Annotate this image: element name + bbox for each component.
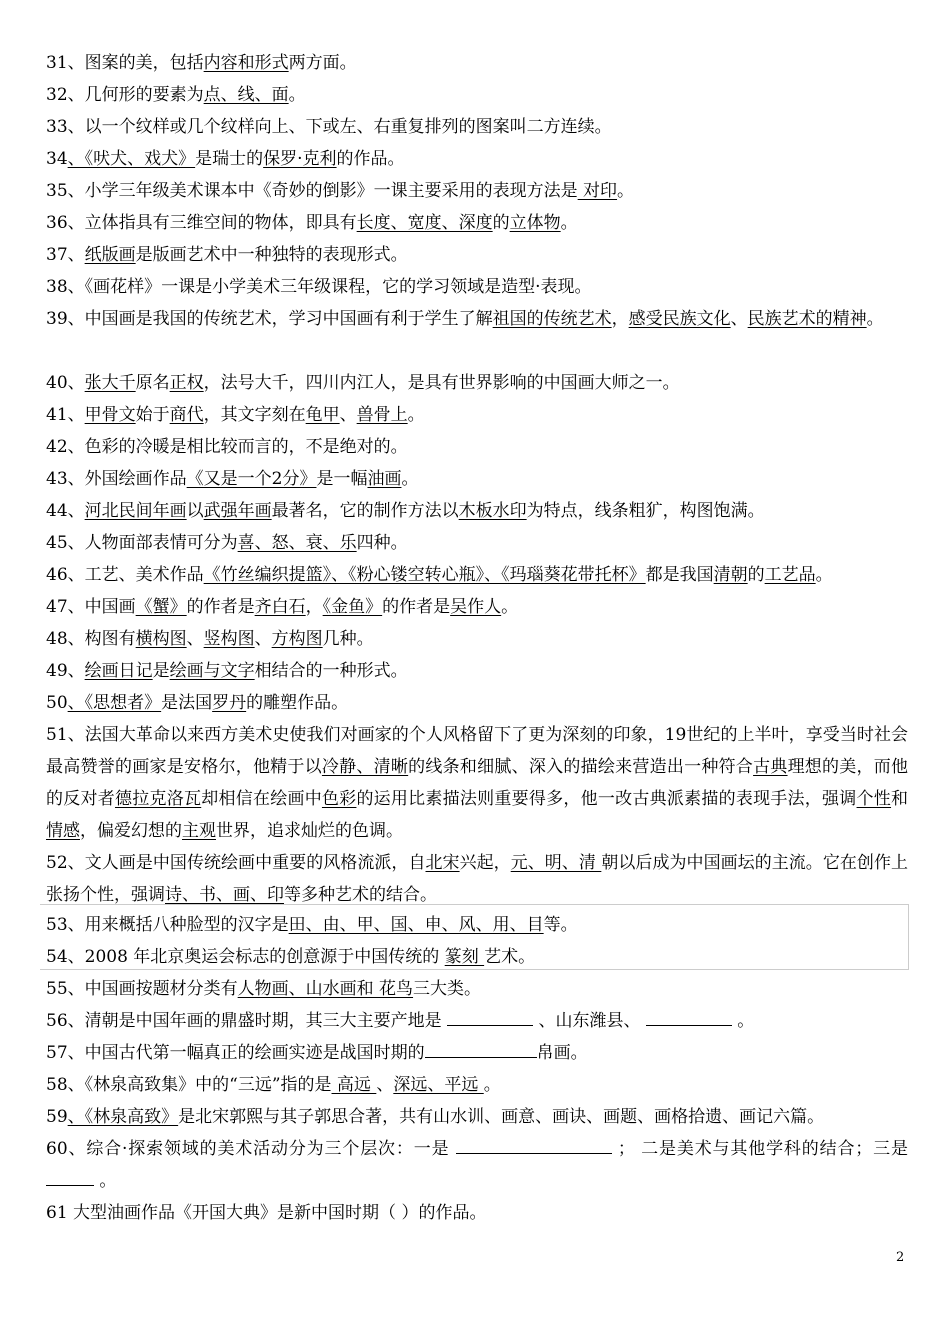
answer-text: 武强年画 — [203, 501, 272, 521]
question-60: 60、综合·探索领域的美术活动分为三个层次：一是 ； 二是美术与其他学科的结合；三是 。 — [46, 1133, 908, 1197]
question-46: 46、工艺、美术作品《竹丝编织提篮》、《粉心镂空转心瓶》、《玛瑙葵花带托杯》都是我国清朝的工艺品。 — [46, 565, 833, 585]
answer-text: 商代 — [169, 405, 204, 425]
question-38: 38、《画花样》一课是小学美术三年级课程，它的学习领域是造型·表现。 — [46, 277, 592, 297]
answer-text: 《金鱼》 — [322, 597, 383, 617]
question-42: 42、色彩的冷暖是相比较而言的，不是绝对的。 — [46, 437, 408, 457]
answer-text: 内容和形式 — [203, 53, 289, 73]
question-36: 36、立体指具有三维空间的物体，即具有长度、宽度、深度的立体物。 — [46, 213, 578, 233]
question-41: 41、甲骨文始于商代，其文字刻在龟甲、兽骨上。 — [46, 405, 425, 425]
question-45: 45、人物面部表情可分为喜、怒、衰、乐四种。 — [46, 533, 408, 553]
fill-in-blank — [646, 1007, 732, 1026]
answer-text: 龟甲 — [305, 405, 340, 425]
question-51: 51、法国大革命以来西方美术史使我们对画家的个人风格留下了更为深刻的印象，19世纪的上半叶，享受当时社会最高赞誉的画家是安格尔，他精于以冷静、清晰的线条和细腻、深入的描绘来营造出一种符合古典理想的美，而他的反对者德拉克洛瓦却相信在绘画中色彩的运用比素描法则重要得多，他一改古典派素描的表现手法，强调个性和情感，偏爱幻想的主观世界，追求灿烂的色调。 — [46, 725, 909, 841]
answer-text: 清朝 — [713, 565, 748, 585]
answer-text: 篆刻 — [444, 947, 485, 967]
answer-text: 兽骨上 — [356, 405, 408, 425]
answer-text: 油画 — [367, 469, 402, 489]
answer-text: 高远 — [331, 1075, 377, 1095]
answer-text: 工艺品 — [764, 565, 816, 585]
question-49: 49、绘画日记是绘画与文字相结合的一种形式。 — [46, 661, 408, 681]
page-number: 2 — [896, 1250, 905, 1265]
answer-text: 冷静、清晰 — [321, 757, 409, 777]
answer-text: 诗、书、画、印 — [165, 885, 284, 905]
answer-text: 民族艺术的精神 — [747, 309, 867, 329]
answer-text: 《竹丝编织提篮》、《粉心镂空转心瓶》、《玛瑙葵花带托杯》 — [203, 565, 646, 585]
answer-text: 对印 — [577, 181, 618, 201]
question-35: 35、小学三年级美术课本中《奇妙的倒影》一课主要采用的表现方法是 对印。 — [46, 181, 635, 201]
answer-text: 河北民间年画 — [84, 501, 187, 521]
answer-text: 色彩 — [321, 789, 357, 809]
question-37: 37、纸版画是版画艺术中一种独特的表现形式。 — [46, 245, 408, 265]
answer-text: 方构图 — [271, 629, 323, 649]
question-58: 58、《林泉高致集》中的“三远”指的是 高远 、深远、平远 。 — [46, 1075, 501, 1095]
answer-text: 情感 — [46, 821, 80, 841]
answer-text: 长度、宽度、深度 — [356, 213, 493, 233]
answer-text: 点、线、面 — [203, 85, 289, 105]
answer-text: 齐白石 — [254, 597, 306, 617]
question-32: 32、几何形的要素为点、线、面。 — [46, 85, 306, 105]
answer-text: 正权 — [169, 373, 204, 393]
fill-in-blank — [447, 1007, 533, 1026]
question-56: 56、清朝是中国年画的鼎盛时期，其三大主要产地是 、山东潍县、 。 — [46, 1005, 908, 1037]
answer-text: 《蟹》 — [135, 597, 187, 617]
answer-text: 绘画日记 — [84, 661, 153, 681]
question-50: 50、《思想者》是法国罗丹的雕塑作品。 — [46, 693, 349, 713]
answer-text: 木板水印 — [458, 501, 527, 521]
answer-text: 绘画与文字 — [169, 661, 255, 681]
question-44: 44、河北民间年画以武强年画最著名，它的制作方法以木板水印为特点，线条粗犷，构图饱满。 — [46, 501, 765, 521]
fill-in-blank — [456, 1135, 612, 1154]
question-33: 33、以一个纹样或几个纹样向上、下或左、右重复排列的图案叫二方连续。 — [46, 117, 612, 137]
answer-text: 张大千 — [84, 373, 136, 393]
question-54: 54、2008 年北京奥运会标志的创意源于中国传统的 篆刻 艺术。 — [46, 947, 536, 967]
question-43: 43、外国绘画作品《又是一个2分》是一幅油画。 — [46, 469, 419, 489]
question-39: 39、中国画是我国的传统艺术，学习中国画有利于学生了解祖国的传统艺术，感受民族文化、民族艺术的精神。 — [46, 309, 884, 329]
answer-text: 、《林泉高致》 — [67, 1107, 179, 1127]
answer-text: 喜、怒、衰、乐 — [237, 533, 357, 553]
question-31: 31、图案的美，包括内容和形式两方面。 — [46, 53, 357, 73]
answer-text: 北宋 — [425, 853, 460, 873]
answer-text: 田、由、甲、国、申、风、用、目 — [288, 915, 544, 935]
question-47: 47、中国画《蟹》的作者是齐白石，《金鱼》的作者是吴作人。 — [46, 597, 519, 617]
question-61: 61 大型油画作品《开国大典》是新中国时期（ ）的作品。 — [46, 1203, 487, 1223]
answer-text: 保罗·克利 — [263, 149, 337, 169]
answer-text: 甲骨文 — [84, 405, 136, 425]
answer-text: 竖构图 — [203, 629, 255, 649]
answer-text: 感受民族文化 — [628, 309, 731, 329]
answer-text: 主观 — [182, 821, 216, 841]
answer-text: 古典 — [753, 757, 788, 777]
answer-text: 纸版画 — [84, 245, 136, 265]
answer-text: 个性 — [856, 789, 892, 809]
answer-text: 《又是一个2分》 — [186, 469, 317, 489]
question-59: 59、《林泉高致》是北宋郭熙与其子郭思合著，共有山水训、画意、画诀、画题、画格拾遗、画记六篇。 — [46, 1107, 825, 1127]
question-55: 55、中国画按题材分类有人物画、山水画和 花鸟三大类。 — [46, 979, 482, 999]
answer-text: 、《吠犬、戏犬》 — [67, 149, 196, 169]
fill-in-blank — [425, 1039, 537, 1058]
fill-in-blank — [46, 1167, 94, 1186]
question-48: 48、构图有横构图、竖构图、方构图几种。 — [46, 629, 374, 649]
question-40: 40、张大千原名正权，法号大千，四川内江人，是具有世界影响的中国画大师之一。 — [46, 373, 680, 393]
answer-text: 深远、平远 — [393, 1075, 484, 1095]
answer-text: 元、明、清 — [510, 853, 602, 873]
question-53: 53、用来概括八种脸型的汉字是田、由、甲、国、申、风、用、目等。 — [46, 915, 578, 935]
question-34: 34、《吠犬、戏犬》是瑞士的保罗·克利的作品。 — [46, 149, 405, 169]
answer-text: 祖国的传统艺术 — [492, 309, 612, 329]
answer-text: 德拉克洛瓦 — [114, 789, 202, 809]
answer-text: 、《思想者》 — [67, 693, 162, 713]
answer-text: 罗丹 — [212, 693, 247, 713]
answer-text: 横构图 — [135, 629, 187, 649]
question-52: 52、文人画是中国传统绘画中重要的风格流派，自北宋兴起，元、明、清 朝以后成为中国画坛的主流。它在创作上张扬个性，强调诗、书、画、印等多种艺术的结合。 — [46, 853, 909, 905]
answer-text: 人物画、山水画和 花鸟 — [237, 979, 414, 999]
answer-text: 吴作人 — [450, 597, 502, 617]
answer-text: 立体物 — [509, 213, 561, 233]
question-57: 57、中国古代第一幅真正的绘画实迹是战国时期的 帛画。 — [46, 1037, 908, 1069]
